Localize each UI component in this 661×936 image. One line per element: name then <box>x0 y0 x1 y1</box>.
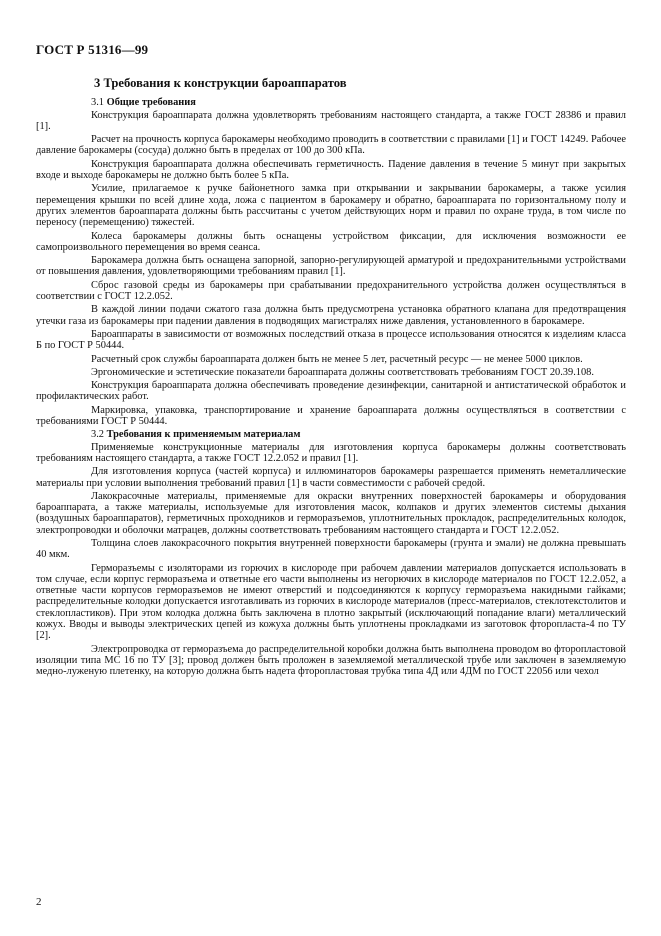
subsection-number: 3.2 <box>91 429 104 441</box>
paragraph: Гермоpазъемы с изоляторами из горючих в кислороде при рабочем давлении материалов допускается использовать в том случае, если корпус гермоpазъема и ответные его части выполнены из негорючих в кислороде материалов по ГОСТ 12.2.052, а ответные части корпусов гермоpазъемов не имеют отверстий и подсоединяются к корпусу гермоpазъема накидными гайками; распределительные колодки допускается изготавливать из горючих в кислороде материалов (пресс-материалов, стеклотекстолитов и стеклопластиков). При этом колодка должна быть заключена в плотно закрытый (исключающий попадание влаги) металлический кожух. Вводы и выводы электрических цепей из кожуха должны быть уплотнены прокладками из заготовок фторопласта-4 по ТУ [2]. <box>36 562 626 642</box>
paragraph: Барокамера должна быть оснащена запорной, запорно-регулирующей арматурой и предохранительными устройствами от повышения давления, удовлетворяющими требованиям правил [1]. <box>36 255 626 278</box>
paragraph: Электропроводка от гермоpазъема до распределительной коробки должна быть выполнена проводом во фторопластовой изоляции типа МС 16 по ТУ [3]; провод должен быть проложен в заземляемой металлической трубе или заключен в заземляемую медно-луженую плетенку, на которую должна быть надета фторопластовая трубка типа 4Д или 4ДМ по ГОСТ 22056 или чехол <box>36 643 626 678</box>
paragraph: Расчет на прочность корпуса барокамеры необходимо проводить в соответствии с правилами [1] и ГОСТ 14249. Рабочее давление барокамеры (сосуда) должно быть в пределах от 100 до 300 кПа. <box>36 134 626 157</box>
paragraph: В каждой линии подачи сжатого газа должна быть предусмотрена установка обратного клапана для предотвращения утечки газа из барокамеры при падении давления в подводящих магистралях ниже давления, установленного в барокамере. <box>36 304 626 327</box>
page-number: 2 <box>36 896 42 908</box>
paragraph: Конструкция бароаппарата должна удовлетворять требованиям настоящего стандарта, а также ГОСТ 28386 и правил [1]. <box>36 109 626 132</box>
paragraph: Маркировка, упаковка, транспортирование и хранение бароаппарата должны осуществляться в соответствии с требованиями ГОСТ Р 50444. <box>36 404 626 428</box>
subsection-number: 3.1 <box>91 97 104 109</box>
paragraph: Лакокрасочные материалы, применяемые для окраски внутренних поверхностей барокамеры и оборудования бароаппарата, а также материалы, используемые для изготовления масок, колпаков и других элементов системы дыхания (воздушных бароаппаратов), герметичных проходников и гермоpазъемов, уплотнительных прокладок, распределительных колодок, электропроводки и оболочки матрацев, должны соответствовать требованиям настоящего стандарта и ГОСТ 12.2.052. <box>36 490 626 536</box>
paragraph: Конструкция бароаппарата должна обеспечивать проведение дезинфекции, санитарной и антистатической обработок и профилактических работ. <box>36 380 626 403</box>
subsection-title: Общие требования <box>106 97 196 109</box>
paragraph: Усилие, прилагаемое к ручке байонетного замка при открывании и закрывании барокамеры, а также усилия перемещения крышки по всей длине хода, ложа с пациентом в барокамеру и обратно, бароаппарата по горизонтальному полу и других элементов бароаппарата должны быть рассчитаны с учетом действующих норм и правил по охране труда, в том числе по переносу (перемещению) тяжестей. <box>36 183 626 229</box>
paragraph: Применяемые конструкционные материалы для изготовления корпуса барокамеры должны соответствовать требованиям настоящего стандарта, а также ГОСТ 12.2.052 и правил [1]. <box>36 441 626 464</box>
section-title: 3 Требования к конструкции бароаппаратов <box>94 76 347 90</box>
paragraph: Сброс газовой среды из барокамеры при срабатывании предохранительного устройства должен осуществляться в соответствии с ГОСТ 12.2.052. <box>36 279 626 303</box>
paragraph: Бароаппараты в зависимости от возможных последствий отказа в процессе использования относятся к изделиям класса Б по ГОСТ Р 50444. <box>36 328 626 352</box>
subsection-title: Требования к применяемым материалам <box>106 429 301 441</box>
paragraph: Эргономические и эстетические показатели бароаппарата должны соответствовать требованиям ГОСТ 20.39.108. <box>91 366 594 378</box>
paragraph: Колеса барокамеры должны быть оснащены устройством фиксации, для исключения возможности ее самопроизвольного перемещения во время сеанса. <box>36 230 626 253</box>
subsection-heading-general <box>91 97 626 108</box>
paragraph: Конструкция бароаппарата должна обеспечивать герметичность. Падение давления в течение 5 минут при закрытых входе и выходе барокамеры не должно быть более 5 кПа. <box>36 158 626 182</box>
paragraph: Толщина слоев лакокрасочного покрытия внутренней поверхности барокамеры (грунта и эмали) не должна превышать 40 мкм. <box>36 537 626 561</box>
paragraph: Для изготовления корпуса (частей корпуса) и иллюминаторов барокамеры разрешается применять неметаллические материалы при условии выполнения требований правил [1] в части совместимости с рабочей средой. <box>36 466 626 489</box>
paragraph: Расчетный срок службы бароаппарата должен быть не менее 5 лет, расчетный ресурс — не менее 5000 циклов. <box>91 353 583 365</box>
document-code: ГОСТ Р 51316—99 <box>36 42 149 57</box>
document-body <box>36 78 626 680</box>
subsection-heading-materials <box>91 429 626 440</box>
